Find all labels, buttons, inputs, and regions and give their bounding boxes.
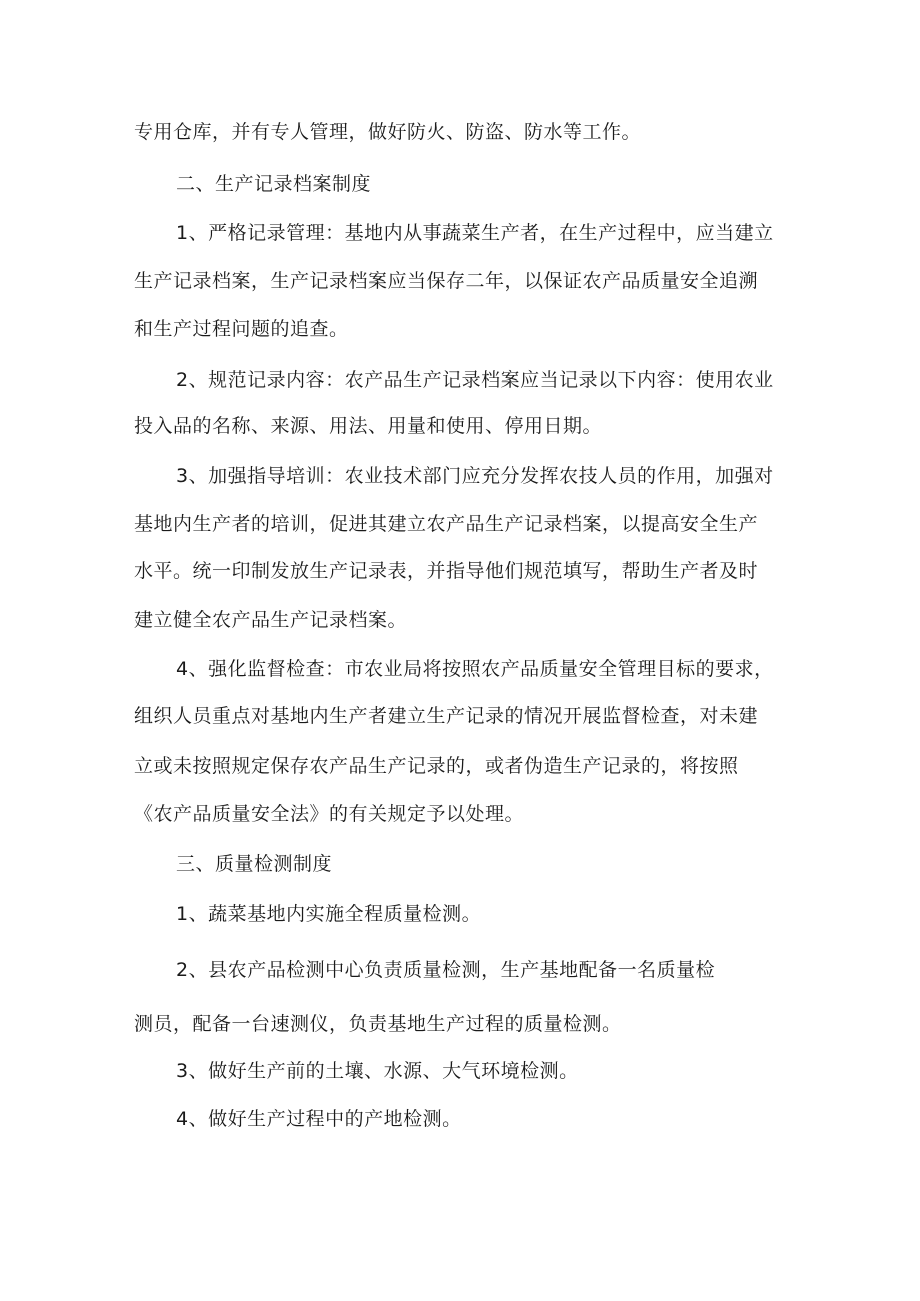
text-line: 水平。统一印制发放生产记录表，并指导他们规范填写，帮助生产者及时	[134, 560, 759, 582]
text-line: 3、加强指导培训：农业技术部门应充分发挥农技人员的作用，加强对	[176, 465, 774, 487]
text-line: 专用仓库，并有专人管理，做好防火、防盗、防水等工作。	[134, 121, 642, 143]
text-line: 和生产过程问题的追查。	[134, 318, 349, 340]
text-line: 立或未按照规定保存农产品生产记录的，或者伪造生产记录的，将按照	[134, 755, 739, 777]
text-line: 2、县农产品检测中心负责质量检测，生产基地配备一名质量检	[176, 959, 716, 981]
text-line: 投入品的名称、来源、用法、用量和使用、停用日期。	[134, 415, 603, 437]
text-line: 《农产品质量安全法》的有关规定予以处理。	[134, 803, 525, 825]
text-line: 测员，配备一台速测仪，负责基地生产过程的质量检测。	[134, 1013, 622, 1035]
text-line: 4、做好生产过程中的产地检测。	[176, 1108, 462, 1130]
text-line: 4、强化监督检查：市农业局将按照农产品质量安全管理目标的要求，	[176, 658, 774, 680]
text-line: 基地内生产者的培训，促进其建立农产品生产记录档案，以提高安全生产	[134, 513, 759, 535]
text-line: 建立健全农产品生产记录档案。	[134, 609, 408, 631]
text-line: 组织人员重点对基地内生产者建立生产记录的情况开展监督检查，对未建	[134, 705, 759, 727]
text-line: 2、规范记录内容：农产品生产记录档案应当记录以下内容：使用农业	[176, 369, 774, 391]
text-line: 生产记录档案，生产记录档案应当保存二年，以保证农产品质量安全追溯	[134, 270, 759, 292]
section-heading: 二、生产记录档案制度	[176, 173, 372, 195]
section-heading: 三、质量检测制度	[176, 853, 333, 875]
text-line: 3、做好生产前的土壤、水源、大气环境检测。	[176, 1060, 579, 1082]
text-line: 1、蔬菜基地内实施全程质量检测。	[176, 903, 482, 925]
text-line: 1、严格记录管理：基地内从事蔬菜生产者，在生产过程中，应当建立	[176, 222, 774, 244]
